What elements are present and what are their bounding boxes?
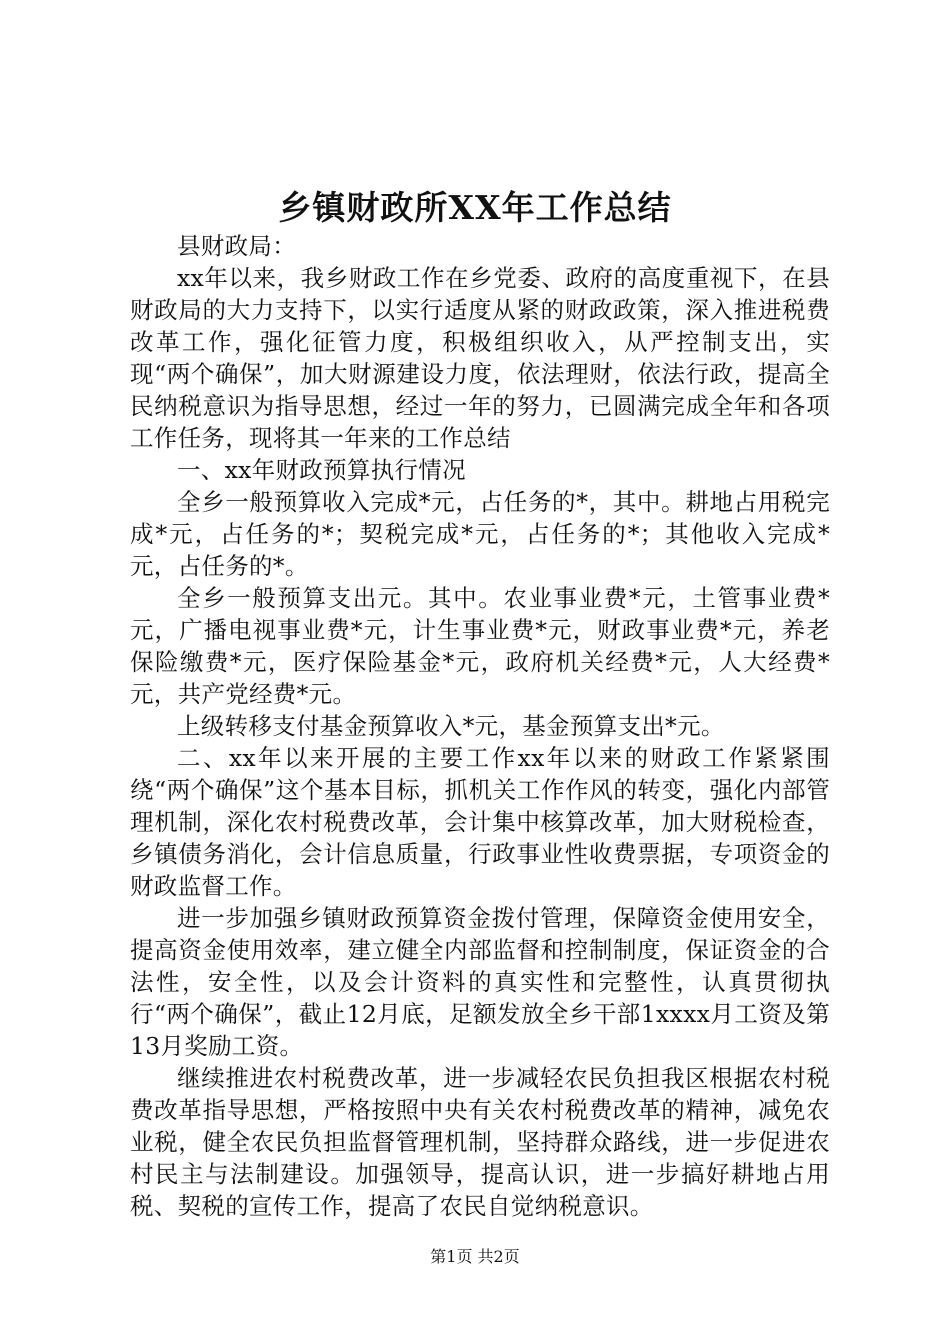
paragraph-transfer: 上级转移支付基金预算收入*元，基金预算支出*元。: [177, 712, 725, 740]
paragraph-tax-reform: 继续推进农村税费改革，进一步减轻农民负担我区根据农村税费改革指导思想，严格按照中央有关农村税费改革的精神，减免农业税，健全农民负担监督管理机制，坚持群众路线，进一步促进农村民主与法制建设。加强领导，提高认识，进一步搞好耕地占用税、契税的宣传工作，提高了农民自觉纳税意识。: [130, 1064, 830, 1220]
paragraph-revenue: 全乡一般预算收入完成*元，占任务的*，其中。耕地占用税完成*元，占任务的*；契税完成*元，占任务的*；其他收入完成*元，占任务的*。: [130, 488, 830, 580]
paragraph-fund-management: 进一步加强乡镇财政预算资金拨付管理，保障资金使用安全，提高资金使用效率，建立健全内部监督和控制制度，保证资金的合法性，安全性，以及会计资料的真实性和完整性，认真贯彻执行“两个确保”，截止12月底，足额发放全乡干部1xxxx月工资及第13月奖励工资。: [130, 904, 830, 1060]
page-footer: 第1页 共2页: [430, 1247, 520, 1266]
section-heading-1: 一、xx年财政预算执行情况: [177, 456, 466, 484]
document-title: 乡镇财政所XX年工作总结: [278, 188, 672, 227]
salutation: 县财政局：: [177, 232, 296, 260]
document-body: [130, 230, 830, 1222]
paragraph-expenditure: 全乡一般预算支出元。其中。农业事业费*元，土管事业费*元，广播电视事业费*元，计生事业费*元，财政事业费*元，养老保险缴费*元，医疗保险基金*元，政府机关经费*元，人大经费*元，共产党经费*元。: [130, 584, 830, 708]
section-heading-2: 二、xx年以来开展的主要工作xx年以来的财政工作紧紧围绕“两个确保”这个基本目标，抓机关工作作风的转变，强化内部管理机制，深化农村税费改革，会计集中核算改革，加大财税检查，乡镇债务消化，会计信息质量，行政事业性收费票据，专项资金的财政监督工作。: [130, 744, 830, 900]
intro-paragraph: xx年以来，我乡财政工作在乡党委、政府的高度重视下，在县财政局的大力支持下，以实行适度从紧的财政政策，深入推进税费改革工作，强化征管力度，积极组织收入，从严控制支出，实现“两个确保”，加大财源建设力度，依法理财，依法行政，提高全民纳税意识为指导思想，经过一年的努力，已圆满完成全年和各项工作任务，现将其一年来的工作总结: [130, 264, 830, 452]
